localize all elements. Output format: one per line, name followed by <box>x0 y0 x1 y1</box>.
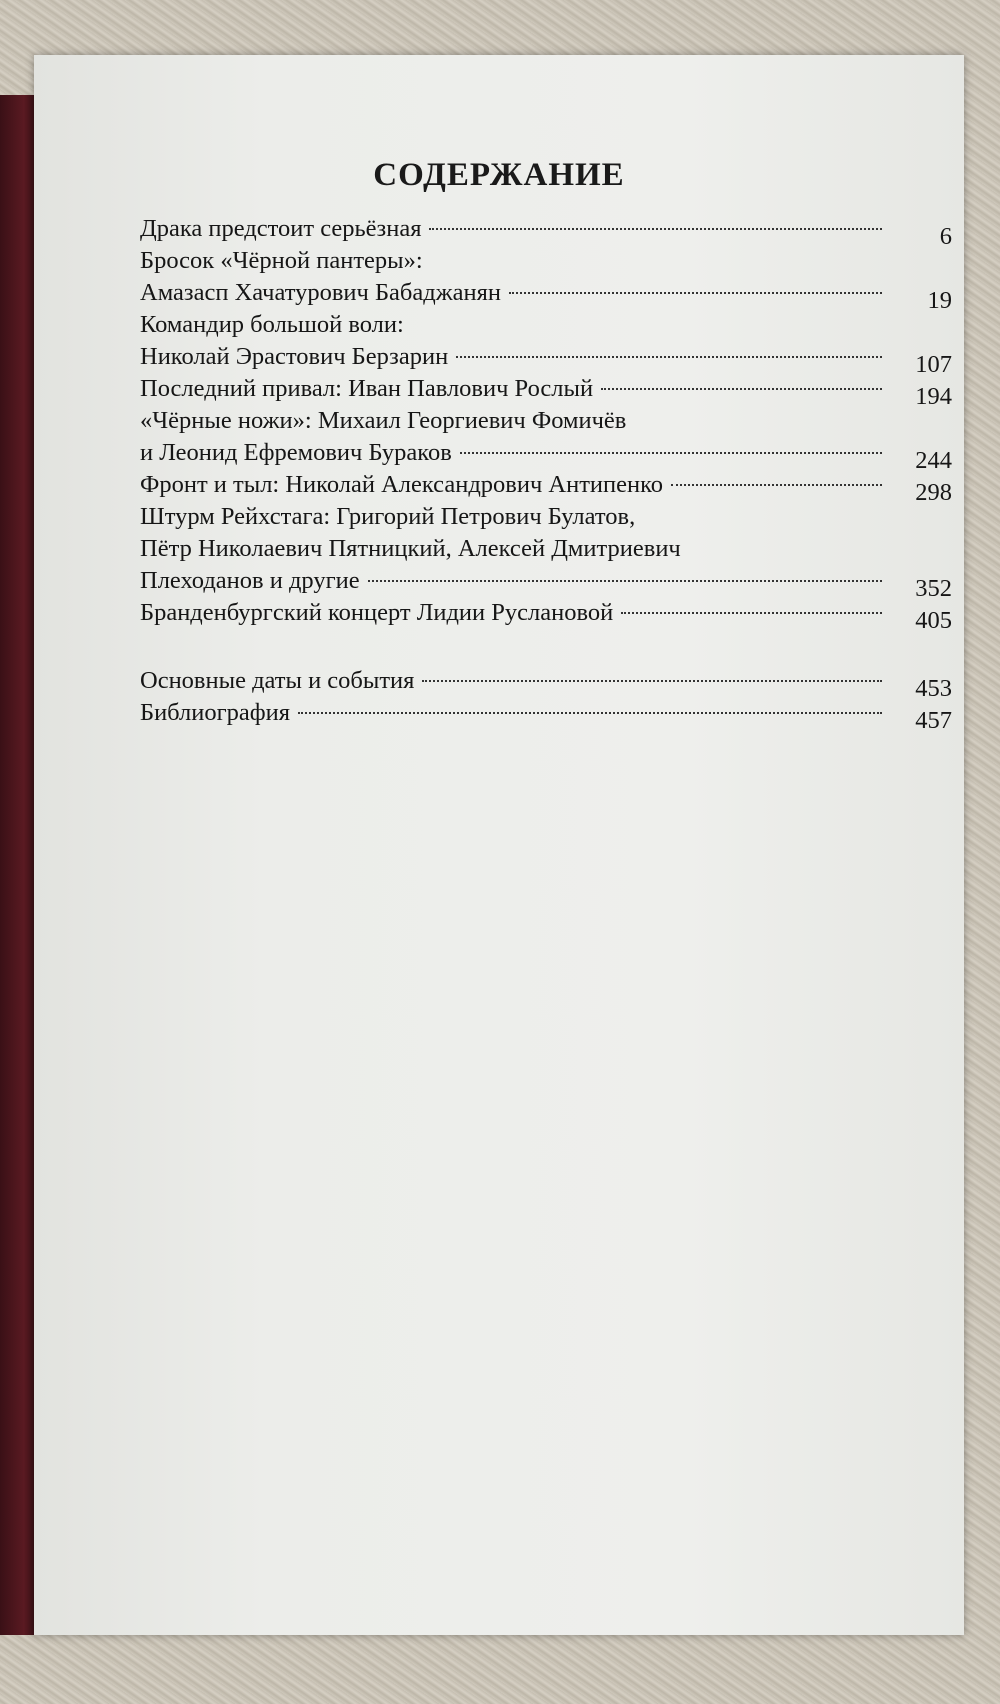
toc-entry-title-line: Библиография <box>140 699 291 726</box>
toc-entry-title-line: Бранденбургский концерт Лидии Руслановой <box>140 599 614 626</box>
toc-entry <box>140 597 952 634</box>
toc-page-number: 405 <box>915 607 952 634</box>
toc-page-number: 107 <box>915 351 952 378</box>
toc-entry-title-line: Последний привал: Иван Павлович Рослый <box>140 375 594 402</box>
toc-entry-title-line: Бросок «Чёрной пантеры»: <box>140 247 423 274</box>
table-of-contents <box>140 213 952 734</box>
toc-entry-title-line: и Леонид Ефремович Бураков <box>140 439 452 466</box>
toc-entry-title-line: Драка предстоит серьёзная <box>140 215 422 242</box>
toc-entry-title-line: Штурм Рейхстага: Григорий Петрович Булатов, <box>140 503 636 530</box>
toc-page-number: 453 <box>915 675 952 702</box>
dot-leader <box>621 611 882 614</box>
toc-entry <box>140 213 952 250</box>
page-title: СОДЕРЖАНИЕ <box>373 157 625 193</box>
toc-entry-title-line: Пётр Николаевич Пятницкий, Алексей Дмитриевич <box>140 535 681 562</box>
toc-page-number: 457 <box>915 707 952 734</box>
dot-leader <box>456 355 882 358</box>
toc-page-number: 6 <box>939 223 952 250</box>
toc-entry-title-line: Фронт и тыл: Николай Александрович Антипенко <box>140 471 664 498</box>
toc-page-number: 298 <box>915 479 952 506</box>
toc-entry-title-line: Плеходанов и другие <box>140 567 360 594</box>
toc-entry <box>140 665 952 702</box>
toc-page-number: 244 <box>915 447 952 474</box>
toc-entry-title-line: Николай Эрастович Берзарин <box>140 343 449 370</box>
toc-entry <box>140 373 952 410</box>
dot-leader <box>298 711 882 714</box>
toc-entry <box>140 245 952 314</box>
toc-entry <box>140 501 952 602</box>
dot-leader <box>601 387 882 390</box>
toc-page-number: 19 <box>927 287 952 314</box>
toc-entry-title-line: Основные даты и события <box>140 667 415 694</box>
book-page <box>34 55 964 1635</box>
dot-leader <box>671 483 882 486</box>
toc-entry <box>140 469 952 506</box>
dot-leader <box>429 227 882 230</box>
toc-page-number: 352 <box>915 575 952 602</box>
toc-entry <box>140 697 952 734</box>
dot-leader <box>422 679 882 682</box>
toc-entry <box>140 309 952 378</box>
toc-page-number: 194 <box>915 383 952 410</box>
toc-entry-title-line: «Чёрные ножи»: Михаил Георгиевич Фомичёв <box>140 407 627 434</box>
dot-leader <box>368 579 882 582</box>
toc-entry-title-line: Командир большой воли: <box>140 311 404 338</box>
dot-leader <box>509 291 882 294</box>
toc-entry <box>140 405 952 474</box>
toc-entry-title-line: Амазасп Хачатурович Бабаджанян <box>140 279 502 306</box>
dot-leader <box>460 451 882 454</box>
